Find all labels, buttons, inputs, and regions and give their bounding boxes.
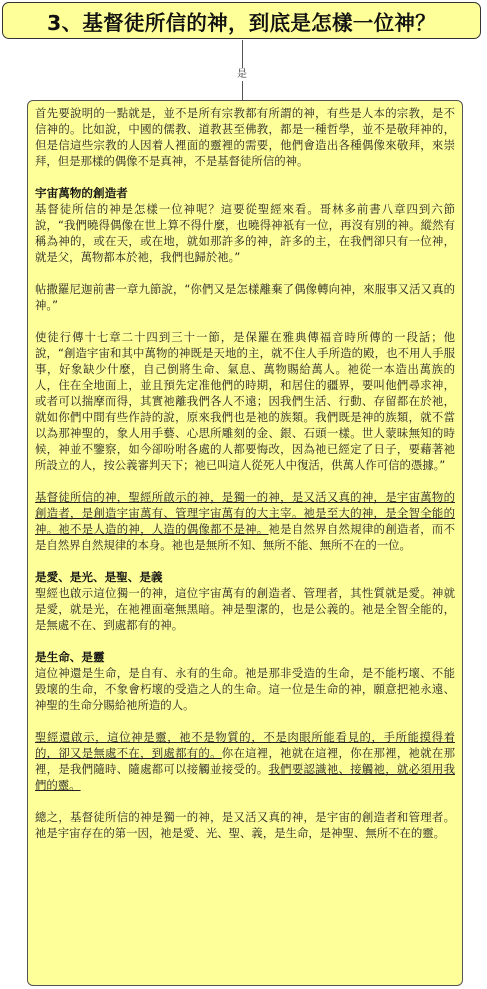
central-topic[interactable] xyxy=(2,2,481,39)
summary-underlined-text: 基督徒所信的神，聖經所啟示的神，是獨一的神，是又活又真的神，是宇宙萬物的創造者，是創造宇宙萬有、管理宇宙萬有的大主宰。祂是至大的神，是全智全能的神。祂不是人造的神，人造的偶像都不是神。 xyxy=(35,490,455,536)
love-heading: 是愛、是光、是聖、是義 xyxy=(35,570,163,584)
creator-paragraph-2: 帖撒羅尼迦前書一章九節說，“你們又是怎樣離棄了偶像轉向神，來服事又活又真的神。” xyxy=(35,282,455,312)
intro-paragraph: 首先要說明的一點就是，並不是所有宗教都有所謂的神，有些是人本的宗教，是不信神的。比如說，中國的儒教、道教甚至佛教，都是一種哲學，並不是敬拜神的，但是信這些宗教的人因着人裡面的靈裡的需要，他們會造出各種偶像來敬拜，來崇拜，但是那樣的偶像不是真神，不是基督徒所信的神。 xyxy=(35,106,455,168)
life-heading: 是生命、是靈 xyxy=(35,650,105,664)
closing-paragraph: 總之，基督徒所信的神是獨一的神，是又活又真的神，是宇宙的創造者和管理者。祂是宇宙存在的第一因，祂是愛、光、聖、義，是生命，是神聖、無所不在的靈。 xyxy=(35,810,455,840)
creator-paragraph-3: 使徒行傳十七章二十四到三十一節，是保羅在雅典傳福音時所傳的一段話；他說，“創造宇宙和其中萬物的神既是天地的主，就不住人手所造的殿，也不用人手服事，好象缺少什麼，自己倒將生命、氣息、萬物賜給萬人。祂從一本造出萬族的人，住在全地面上，並且預先定准他們的時期，和居住的疆界，要叫他們尋求神，或者可以揣摩而得，其實祂離我們各人不遠；因我們生活、行動、存留都在於祂，就如你們中間有些作詩的說，原來我們也是祂的族類。我們既是神的族類，就不當以為那神聖的，象人用手藝、心思所雕刻的金、銀、石頭一樣。世人蒙昧無知的時候，神並不鑒察，如今卻吩咐各處的人都要悔改，因為祂已經定了日子，要藉著祂所設立的人，按公義審判天下；祂已叫這人從死人中復活，供萬人作可信的憑據。” xyxy=(35,330,455,472)
spirit-underlined-text: 聖經還啟示，這位神是靈，祂不是物質的，不是肉眼所能看見的，手所能摸得着的，卻又是無處不在，到處都有的。 xyxy=(35,730,455,760)
spirit-end-underlined-text: 我們要認識祂、接觸祂，就必須用我們的靈。 xyxy=(35,762,455,792)
topic-title: 3、基督徒所信的神，到底是怎樣一位神？ xyxy=(47,10,436,35)
creator-paragraph-1: 基督徒所信的神是怎樣一位神呢？這要從聖經來看。哥林多前書八章四到六節說，“我們曉得偶像在世上算不得什麼，也曉得神祇有一位，再沒有別的神。縱然有稱為神的，或在天，或在地，就如那許多的神，許多的主，在我們卻只有一位神，就是父，萬物都本於祂，我們也歸於祂。” xyxy=(35,202,455,264)
summary-rest-text: 祂是自然界自然規律的創造者，而不是自然界自然規律的本身。祂也是無所不知、無所不能、無所不在的一位。 xyxy=(35,522,455,552)
spirit-middle-text: 你在這裡，祂就在這裡，你在那裡，祂就在那裡，是我們隨時、隨處都可以接觸並接受的。 xyxy=(35,746,455,776)
life-paragraph: 這位神還是生命，是自有、永有的生命。祂是那非受造的生命，是不能朽壞、不能毀壞的生命，不象會朽壞的受造之人的生命。這一位是生命的神，願意把祂永遠、神聖的生命分賜給祂所造的人。 xyxy=(35,666,455,712)
relationship-label: 是 xyxy=(237,69,247,80)
explanation-note[interactable] xyxy=(27,100,463,986)
love-paragraph: 聖經也啟示這位獨一的神，這位宇宙萬有的創造者、管理者，其性質就是愛。神就是愛，就是光，在祂裡面毫無黑暗。神是聖潔的，也是公義的。祂是全智全能的，是無處不在、到處都有的神。 xyxy=(35,586,455,632)
spirit-paragraph xyxy=(35,729,455,793)
summary-paragraph xyxy=(35,489,455,553)
creator-heading: 宇宙萬物的創造者 xyxy=(35,186,128,200)
